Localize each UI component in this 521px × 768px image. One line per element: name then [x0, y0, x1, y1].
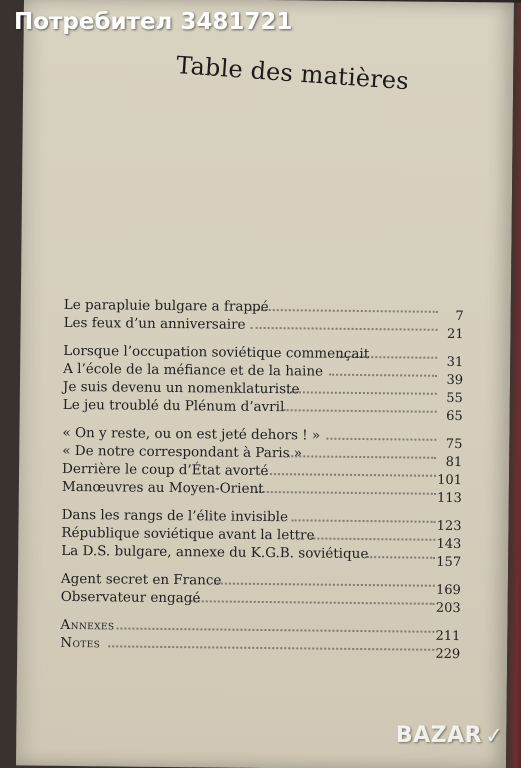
- toc-leader-dots: [288, 453, 436, 459]
- toc-entry-title: Dans les rangs de l’élite invisible: [61, 506, 289, 526]
- toc-leader-dots: [310, 535, 435, 540]
- watermark-text: BAZAR: [395, 723, 483, 748]
- page-title: Table des matières: [175, 51, 410, 96]
- table-of-contents-page: [16, 0, 514, 768]
- toc-entry-title: Annexes: [60, 616, 115, 634]
- check-mark-icon: ✓: [484, 723, 505, 750]
- toc-entry-title: Manœuvres au Moyen-Orient: [61, 478, 264, 497]
- toc-list: [60, 296, 464, 663]
- toc-entry-title: Le jeu troublé du Plénum d’avril: [62, 396, 285, 416]
- toc-leader-dots: [284, 407, 437, 413]
- toc-leader-dots: [251, 325, 438, 331]
- toc-leader-dots: [266, 471, 436, 477]
- toc-entry-title: Les feux d’un anniversaire: [63, 314, 246, 333]
- toc-entry-page: 101: [437, 472, 463, 489]
- toc-leader-dots: [116, 625, 434, 632]
- toc-entry-page: 39: [446, 372, 464, 389]
- toc-entry-page: 169: [435, 582, 461, 599]
- toc-entry-page: 113: [436, 490, 462, 507]
- toc-leader-dots: [367, 554, 435, 559]
- toc-entry-title: La D.S. bulgare, annexe du K.G.B. soviétique: [61, 542, 369, 563]
- toc-entry: [60, 634, 461, 663]
- toc-leader-dots: [287, 389, 437, 395]
- toc-entry-title: Le parapluie bulgare a frappé: [63, 296, 269, 316]
- book-edge: [506, 3, 521, 768]
- toc-leader-dots: [292, 517, 436, 523]
- toc-entry-title: Lorsque l’occupation soviétique commençait: [63, 342, 370, 363]
- seller-label: Потребител 3481721: [14, 9, 293, 35]
- toc-entry-page: 211: [435, 628, 461, 645]
- toc-entry-page: 229: [435, 646, 461, 663]
- toc-entry-page: 31: [446, 354, 464, 371]
- toc-entry-page: 157: [436, 554, 462, 571]
- watermark: [396, 723, 504, 748]
- toc-entry-page: 7: [455, 308, 464, 325]
- toc-entry-title: Derrière le coup d’État avorté: [62, 460, 269, 480]
- toc-entry-page: 21: [446, 326, 464, 343]
- toc-entry-page: 203: [435, 600, 461, 617]
- toc-entry-title: Je suis devenu un nomenklaturiste: [62, 378, 300, 398]
- toc-entry-title: A l’école de la méfiance et de la haine: [63, 360, 324, 380]
- toc-entry-page: 75: [445, 436, 463, 453]
- toc-entry-page: 143: [436, 536, 462, 553]
- toc-entry-page: 65: [446, 408, 463, 425]
- toc-entry-page: 55: [446, 390, 463, 407]
- toc-leader-dots: [214, 580, 435, 586]
- toc-entry-page: 81: [445, 454, 463, 471]
- toc-entry-title: Notes: [60, 634, 101, 652]
- toc-entry-title: « On y reste, ou on est jeté dehors ! »: [62, 424, 321, 444]
- toc-entry-title: Observateur engagé: [60, 588, 201, 607]
- toc-leader-dots: [329, 372, 437, 377]
- toc-leader-dots: [108, 643, 434, 650]
- toc-leader-dots: [250, 307, 438, 313]
- toc-entry-title: Agent secret en France: [60, 570, 222, 589]
- toc-leader-dots: [256, 489, 436, 495]
- toc-entry-page: 123: [436, 518, 462, 535]
- toc-entry-title: « De notre correspondant à Paris »: [62, 442, 303, 462]
- toc-leader-dots: [191, 598, 435, 605]
- toc-leader-dots: [326, 436, 436, 441]
- toc-entry-title: République soviétique avant la lettre: [61, 524, 315, 544]
